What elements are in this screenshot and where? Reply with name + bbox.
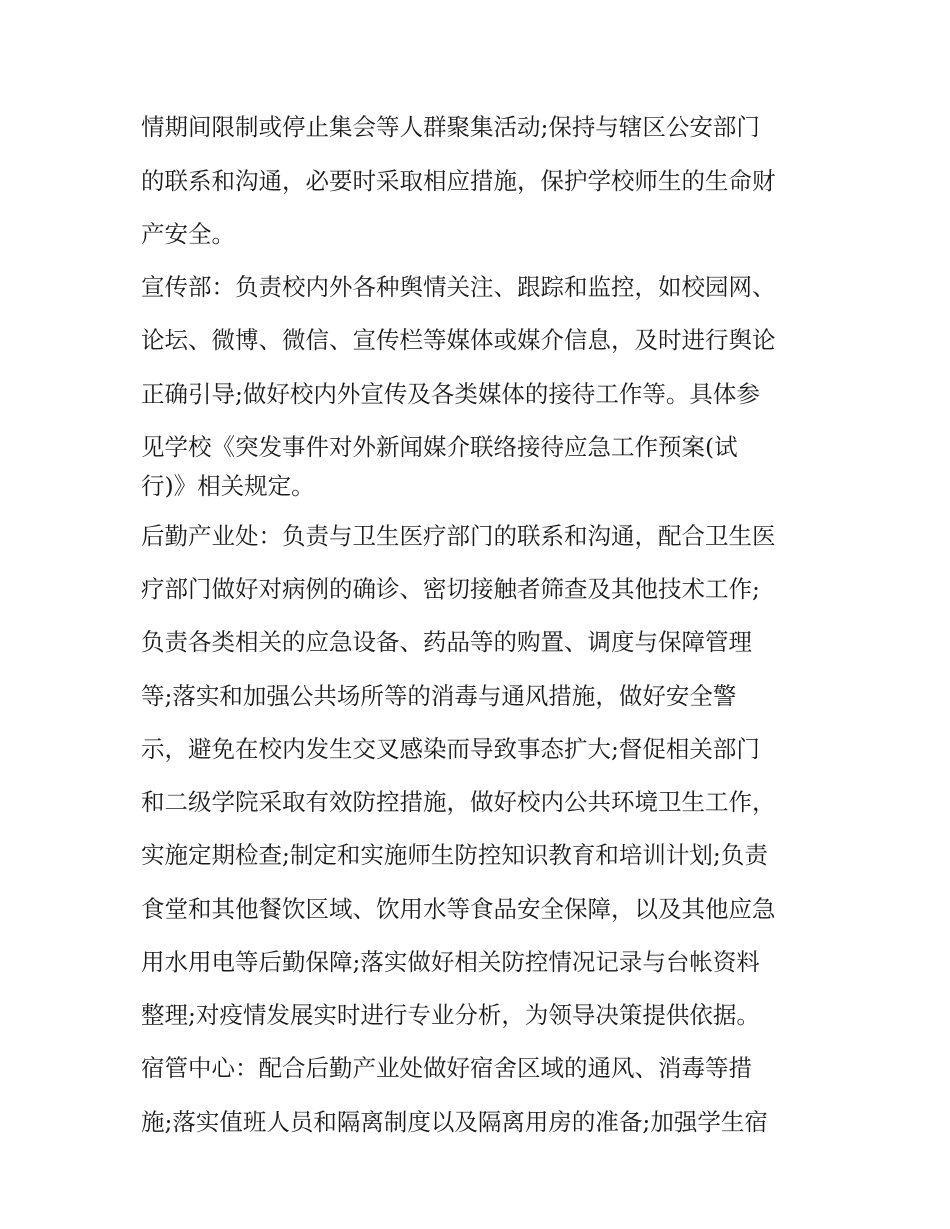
- text-line: 正确引导;做好校内外宣传及各类媒体的接待工作等。具体参: [141, 380, 760, 408]
- text-line: 后勤产业处：负责与卫生医疗部门的联系和沟通，配合卫生医: [141, 522, 776, 550]
- text-line: 施;落实值班人员和隔离制度以及隔离用房的准备;加强学生宿: [141, 1108, 768, 1136]
- text-line: 产安全。: [141, 220, 235, 248]
- text-line: 实施定期检查;制定和实施师生防控知识教育和培训计划;负责: [141, 841, 768, 869]
- text-line: 负责各类相关的应急设备、药品等的购置、调度与保障管理: [141, 628, 752, 656]
- text-line: 论坛、微博、微信、宣传栏等媒体或媒介信息，及时进行舆论: [141, 326, 776, 354]
- text-line: 情期间限制或停止集会等人群聚集活动;保持与辖区公安部门: [141, 113, 760, 141]
- text-line: 和二级学院采取有效防控措施，做好校内公共环境卫生工作，: [141, 788, 776, 816]
- text-line: 宿管中心：配合后勤产业处做好宿舍区域的通风、消毒等措: [141, 1054, 752, 1082]
- text-line: 示，避免在校内发生交叉感染而导致事态扩大;督促相关部门: [141, 735, 760, 763]
- text-line: 见学校《突发事件对外新闻媒介联络接待应急工作预案(试: [141, 433, 738, 461]
- text-line: 疗部门做好对病例的确诊、密切接触者筛查及其他技术工作;: [141, 575, 760, 603]
- text-line: 用水用电等后勤保障;落实做好相关防控情况记录与台帐资料: [141, 948, 760, 976]
- text-line: 行)》相关规定。: [141, 472, 315, 500]
- text-line: 等;落实和加强公共场所等的消毒与通风措施，做好安全警: [141, 682, 737, 710]
- text-line: 宣传部：负责校内外各种舆情关注、跟踪和监控，如校园网、: [141, 273, 776, 301]
- text-line: 食堂和其他餐饮区域、饮用水等食品安全保障，以及其他应急: [141, 895, 776, 923]
- text-line: 整理;对疫情发展实时进行专业分析，为领导决策提供依据。: [141, 1001, 760, 1029]
- text-line: 的联系和沟通，必要时采取相应措施，保护学校师生的生命财: [141, 167, 776, 195]
